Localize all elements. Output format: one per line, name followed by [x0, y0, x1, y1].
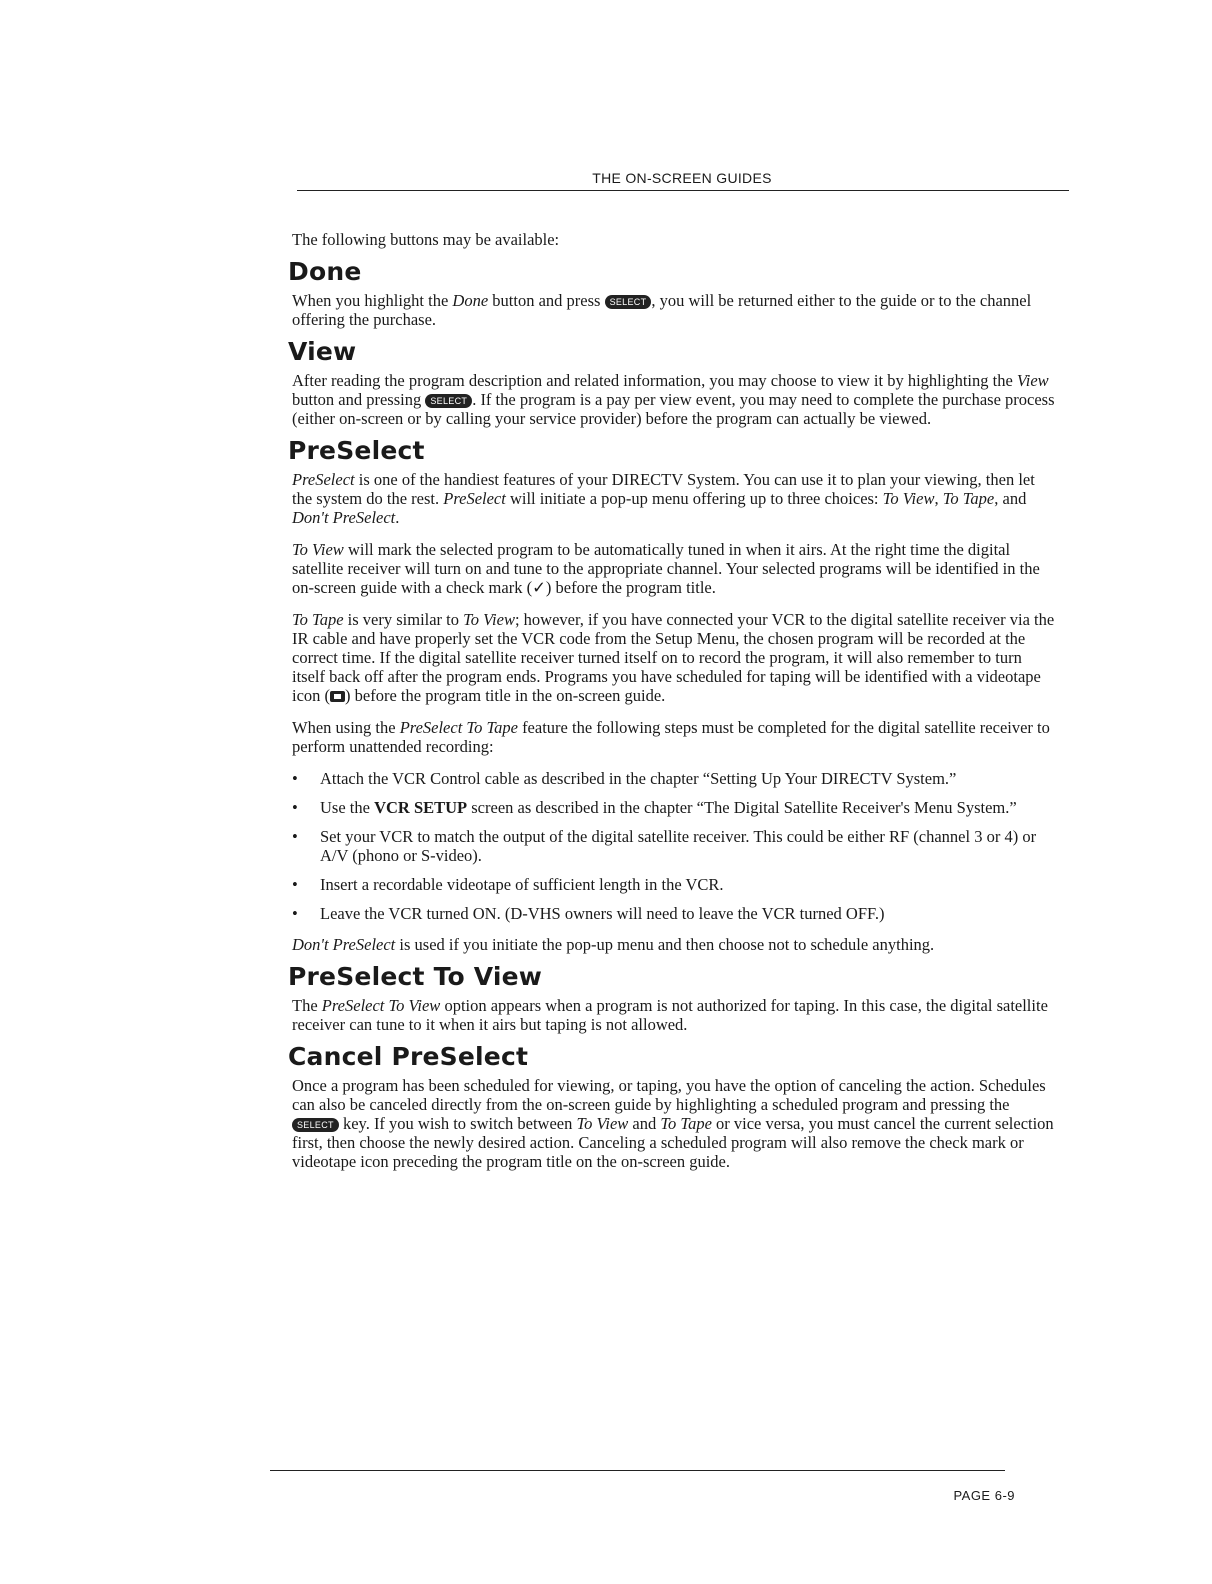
videotape-icon	[330, 691, 345, 702]
list-item: • Leave the VCR turned ON. (D-VHS owners will need to leave the VCR turned OFF.)	[292, 904, 1057, 923]
select-button-icon: SELECT	[292, 1118, 339, 1132]
list-item: • Attach the VCR Control cable as described in the chapter “Setting Up Your DIRECTV System.”	[292, 769, 1057, 788]
select-button-icon: SELECT	[605, 295, 652, 309]
preselect-to-view-paragraph: The PreSelect To View option appears when a program is not authorized for taping. In this case, the digital satellite receiver can tune to it when it airs but taping is not allowed.	[292, 996, 1048, 1034]
page-header-title: THE ON-SCREEN GUIDES	[592, 170, 772, 186]
to-view-paragraph: To View will mark the selected program to be automatically tuned in when it airs. At the right time the digital satellite receiver will turn on and tune to the appropriate channel. Your selected programs will be identified in the on-screen guide with a check mark (✓) before the program title.	[292, 540, 1040, 597]
cancel-preselect-paragraph: Once a program has been scheduled for viewing, or taping, you have the option of canceling the action. Schedules can also be canceled directly from the on-screen guide by highlighting a scheduled program and pressing the SELECT key. If you wish to switch between To View and To Tape or vice versa, you must cancel the current selection first, then choose the newly desired action. Canceling a scheduled program will also remove the check mark or videotape icon preceding the program title on the on-screen guide.	[292, 1076, 1054, 1171]
preselect-to-tape-steps-intro: When using the PreSelect To Tape feature the following steps must be completed for the digital satellite receiver to perform unattended recording:	[292, 718, 1050, 756]
view-heading: View	[288, 337, 357, 366]
header-rule	[297, 190, 1069, 191]
list-item: • Use the VCR SETUP screen as described in the chapter “The Digital Satellite Receiver's Menu System.”	[292, 798, 1057, 817]
dont-preselect-paragraph: Don't PreSelect is used if you initiate the pop-up menu and then choose not to schedule anything.	[292, 935, 935, 954]
done-heading: Done	[288, 257, 362, 286]
footer-rule	[270, 1470, 1005, 1471]
to-tape-paragraph: To Tape is very similar to To View; however, if you have connected your VCR to the digital satellite receiver via the IR cable and have properly set the VCR code from the Setup Menu, the chosen program will be recorded at the correct time. If the digital satellite receiver turned itself on to record the program, it will also remember to turn itself back off after the program ends. Programs you have scheduled for taping will be identified with a videotape icon ( ) before the program title in the on-screen guide.	[292, 610, 1055, 705]
preselect-paragraph-1: PreSelect is one of the handiest features of your DIRECTV System. You can use it to plan your viewing, then let the system do the rest. PreSelect will initiate a pop-up menu offering up to three choices: To View, To Tape, and Don't PreSelect.	[292, 470, 1035, 527]
list-item: • Set your VCR to match the output of the digital satellite receiver. This could be either RF (channel 3 or 4) or A/V (phono or S-video).	[292, 827, 1057, 865]
preselect-heading: PreSelect	[288, 436, 425, 465]
page-number: PAGE 6-9	[953, 1488, 1015, 1503]
list-item: • Insert a recordable videotape of sufficient length in the VCR.	[292, 875, 1057, 894]
done-paragraph: When you highlight the Done button and press SELECT , you will be returned either to the guide or to the channel offering the purchase.	[292, 291, 1032, 329]
cancel-preselect-heading: Cancel PreSelect	[288, 1042, 529, 1071]
preselect-to-view-heading: PreSelect To View	[288, 962, 543, 991]
select-button-icon: SELECT	[425, 394, 472, 408]
view-paragraph: After reading the program description and related information, you may choose to view it by highlighting the View button and pressing SELECT . If the program is a pay per view event, you may need to complete the purchase process (either on-screen or by calling your service provider) before the program can actually be viewed.	[292, 371, 1055, 428]
page-content	[288, 230, 1057, 1184]
recording-steps-list	[292, 769, 1057, 923]
intro-text: The following buttons may be available:	[292, 230, 560, 249]
